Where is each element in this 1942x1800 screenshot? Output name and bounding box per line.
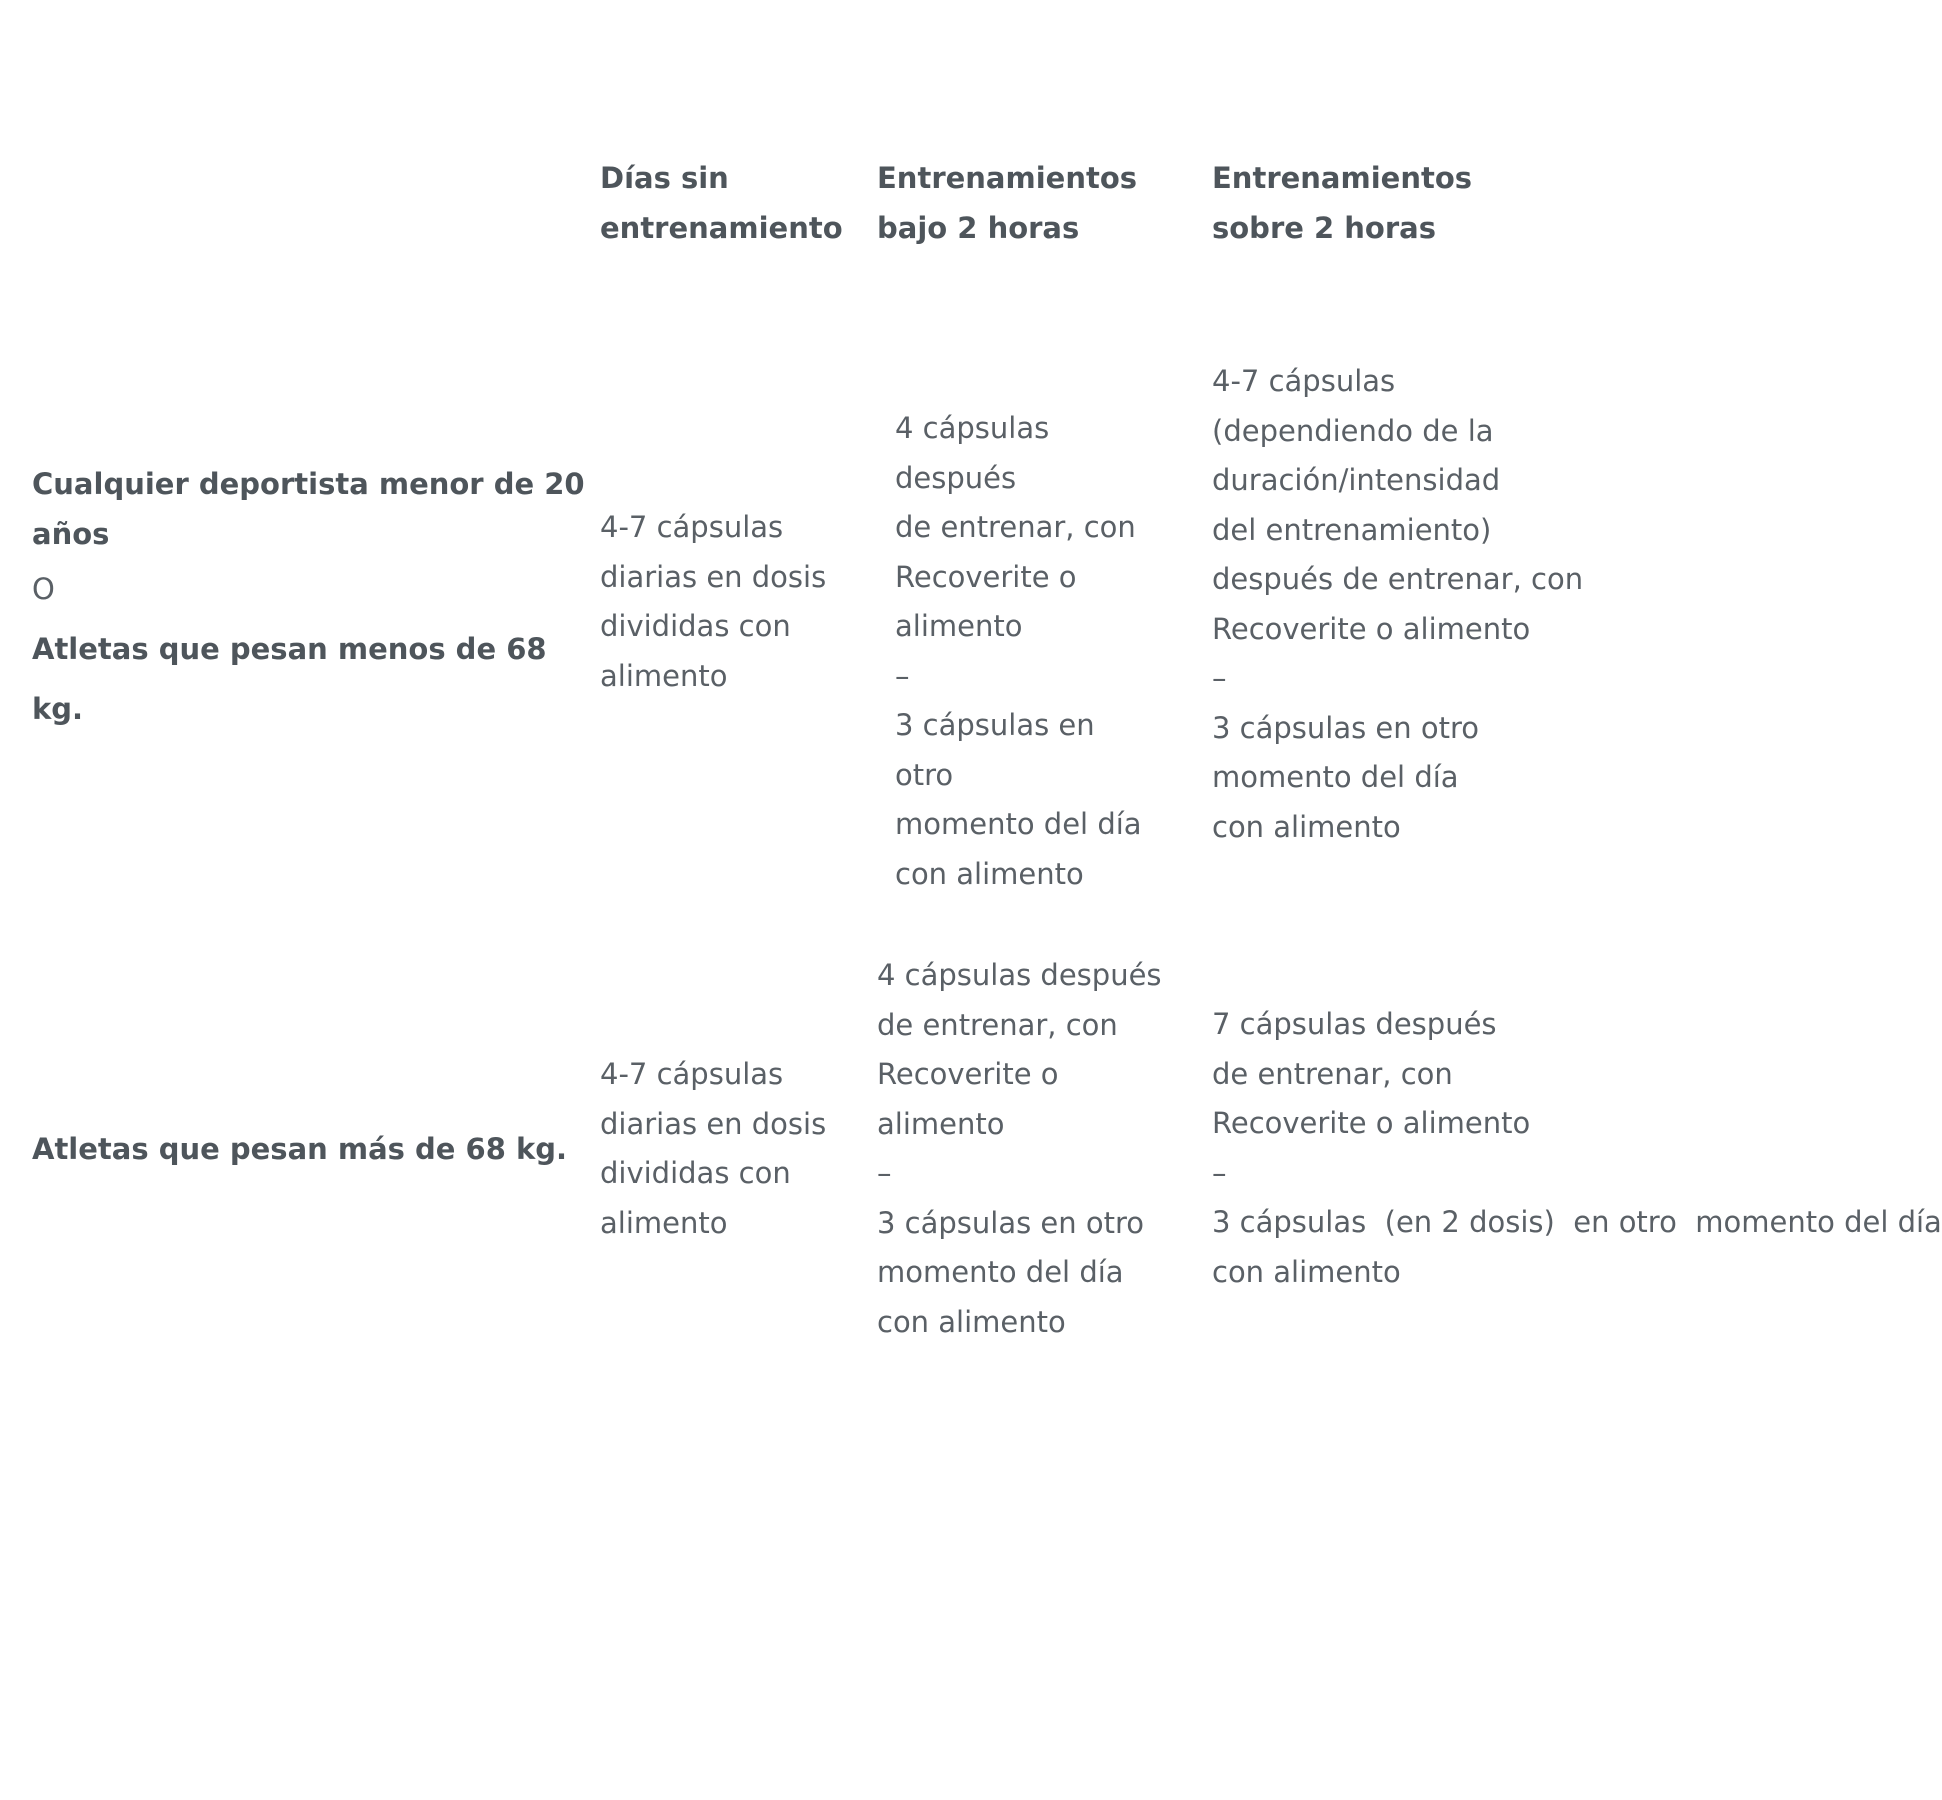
row1-label [32, 460, 585, 739]
cell-line: Recoverite o [877, 1057, 1059, 1091]
cell-line: con alimento [1212, 1254, 1401, 1289]
header-line: entrenamiento [600, 210, 843, 245]
cell-line: después de entrenar, con [1212, 562, 1584, 596]
cell-line: alimento [877, 1106, 1005, 1141]
row1-under-2h [895, 404, 1142, 899]
cell-line: Recoverite o [895, 559, 1077, 594]
row2-over-2h [1212, 1000, 1942, 1297]
cell-line: divididas con [600, 1156, 791, 1190]
cell-line: de entrenar, con [877, 1007, 1118, 1042]
cell-line: alimento [895, 609, 1023, 643]
cell-line: alimento [600, 1205, 728, 1240]
row2-under-2h [877, 951, 1162, 1347]
header-line: sobre 2 horas [1212, 210, 1436, 245]
cell-separator: – [895, 658, 910, 693]
row-label-line: Atletas que pesan menos de 68 [32, 632, 547, 666]
cell-line: 4-7 cápsulas [600, 1057, 784, 1091]
cell-line: 4-7 cápsulas [600, 510, 784, 544]
cell-line: diarias en dosis [600, 1106, 827, 1141]
row-label-line: Atletas que pesan más de 68 kg. [32, 1132, 568, 1166]
cell-separator: – [1212, 1155, 1227, 1190]
cell-line: Recoverite o alimento [1212, 1106, 1531, 1140]
cell-line: 3 cápsulas (en 2 dosis) en otro momento del día [1212, 1205, 1942, 1239]
row-label-line: años [32, 516, 110, 551]
cell-line: Recoverite o alimento [1212, 611, 1531, 646]
cell-line: 4-7 cápsulas [1212, 364, 1396, 398]
header-line: bajo 2 horas [877, 210, 1080, 245]
cell-line: 3 cápsulas en [895, 708, 1095, 742]
row1-no-training [600, 503, 826, 701]
row2-no-training [600, 1050, 826, 1248]
header-under-2h [877, 154, 1137, 253]
cell-line: 4 cápsulas [895, 411, 1050, 445]
row-label-line: Cualquier deportista menor de 20 [32, 467, 585, 501]
cell-line: momento del día [895, 807, 1142, 841]
cell-line: duración/intensidad [1212, 463, 1501, 497]
row2-label [32, 1125, 567, 1175]
cell-line: 7 cápsulas después [1212, 1007, 1497, 1041]
header-over-2h [1212, 154, 1472, 253]
cell-line: divididas con [600, 609, 791, 643]
cell-line: con alimento [895, 856, 1084, 891]
row-label-line: kg. [32, 692, 84, 726]
cell-separator: – [1212, 661, 1227, 695]
cell-line: alimento [600, 658, 728, 693]
cell-line: 4 cápsulas después [877, 958, 1162, 992]
cell-line: 3 cápsulas en otro [877, 1205, 1145, 1240]
cell-line: después [895, 460, 1017, 495]
header-no-training [600, 154, 843, 253]
row1-over-2h [1212, 357, 1583, 852]
header-line: Entrenamientos [1212, 161, 1473, 195]
header-line: Días sin [600, 161, 729, 195]
cell-line: momento del día [877, 1255, 1124, 1289]
cell-separator: – [877, 1156, 892, 1190]
cell-line: momento del día [1212, 760, 1459, 794]
header-line: Entrenamientos [877, 161, 1138, 195]
cell-line: de entrenar, con [895, 510, 1136, 544]
cell-line: diarias en dosis [600, 559, 827, 594]
cell-line: con alimento [1212, 809, 1401, 844]
cell-line: del entrenamiento) [1212, 512, 1492, 547]
cell-line: con alimento [877, 1304, 1066, 1339]
cell-line: 3 cápsulas en otro [1212, 710, 1480, 745]
cell-line: (dependiendo de la [1212, 413, 1494, 448]
cell-line: de entrenar, con [1212, 1056, 1453, 1091]
row-label-or: O [32, 572, 55, 606]
cell-line: otro [895, 757, 954, 792]
